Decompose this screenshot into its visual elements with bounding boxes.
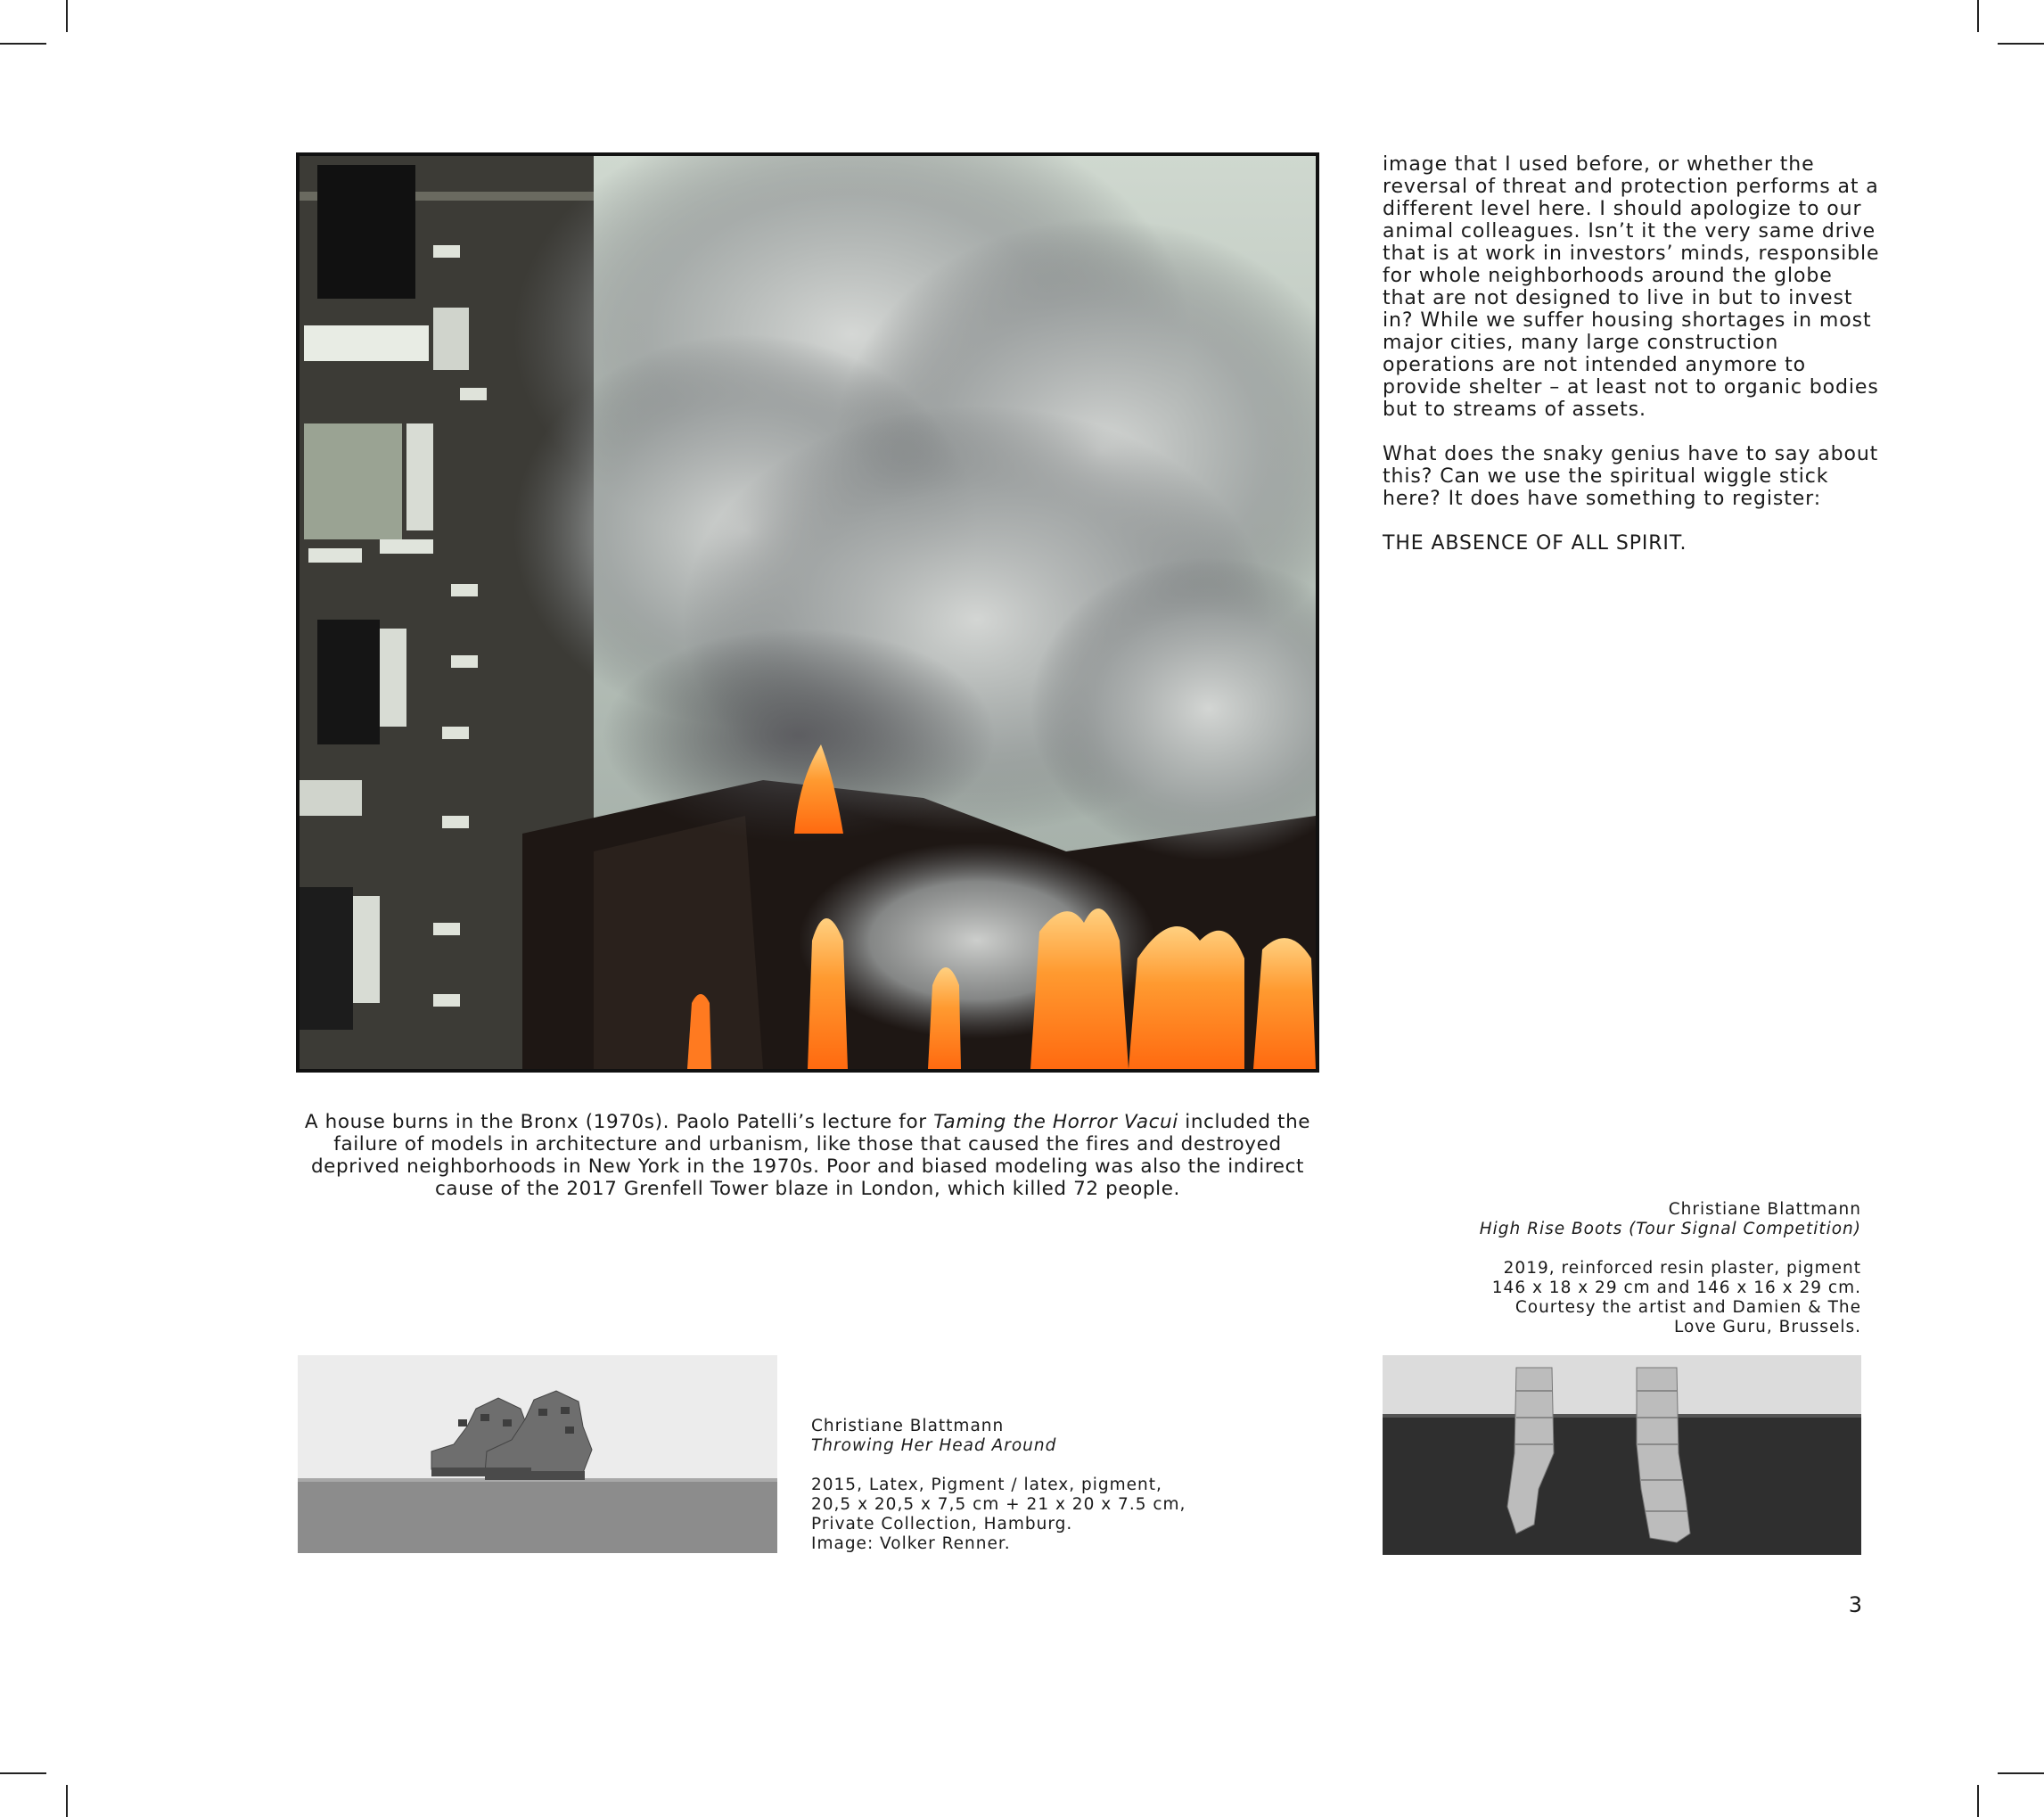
crop-mark (1977, 0, 1979, 32)
artwork-details: 2015, Latex, Pigment / latex, pigment, (811, 1476, 1162, 1494)
sculpture-photo-left (298, 1355, 777, 1553)
main-photo-caption: A house burns in the Bronx (1970s). Paolo Patelli’s lecture for Taming the Horror Vacui included the failure of models in architecture and urbanism, like those that caused the fires and destroyed deprived neighborhoods in New York in the 1970s. Poor and biased modeling was also the indirect cause of the 2017 Grenfell Tower blaze in London, which killed 72 people. (304, 1111, 1311, 1200)
page-number: 3 (1848, 1592, 1863, 1617)
body-paragraph: image that I used before, or whether the reversal of threat and protection performs at a different level here. I should apologize to our animal colleagues. Isn’t it the very same drive that is at work in investors’ minds, responsible for whole neighborhoods around the globe that are not designed to live in but to invest in? While we suffer housing shortages in most major cities, many large construction operations are not intended anymore to provide shelter – at least not to organic bodies but to streams of assets. (1383, 153, 1880, 421)
crop-mark (1998, 43, 2044, 45)
body-paragraph: What does the snaky genius have to say about this? Can we use the spiritual wiggle stick here? It does have something to register: (1383, 443, 1879, 510)
artwork-caption-right (1337, 1200, 1861, 1337)
artwork-title: High Rise Boots (Tour Signal Competition) (1479, 1220, 1861, 1238)
artwork-details: 20,5 x 20,5 x 7,5 cm + 21 x 20 x 7.5 cm, (811, 1495, 1186, 1514)
artwork-details: Private Collection, Hamburg. (811, 1515, 1073, 1533)
body-paragraph: THE ABSENCE OF ALL SPIRIT. (1383, 532, 1687, 555)
artwork-title: Throwing Her Head Around (811, 1436, 1057, 1455)
crop-mark (66, 0, 68, 32)
high-rise-boots-photo (1383, 1355, 1861, 1555)
crop-mark (1998, 1772, 2044, 1774)
artwork-details: Love Guru, Brussels. (1673, 1318, 1861, 1336)
artwork-details: Image: Volker Renner. (811, 1534, 1011, 1553)
crop-mark (0, 1772, 46, 1774)
crop-mark (66, 1785, 68, 1817)
artwork-caption-middle (811, 1417, 1275, 1554)
artwork-details: 146 x 18 x 29 cm and 146 x 16 x 29 cm. (1491, 1278, 1861, 1297)
crop-mark (0, 43, 46, 45)
crop-mark (1977, 1785, 1979, 1817)
artist-name: Christiane Blattmann (1668, 1200, 1861, 1219)
artwork-details: 2019, reinforced resin plaster, pigment (1503, 1259, 1861, 1278)
caption-italic-title: Taming the Horror Vacui (933, 1111, 1178, 1133)
artist-name: Christiane Blattmann (811, 1417, 1005, 1435)
body-text-column (1383, 153, 1882, 577)
burning-building-photo (296, 152, 1319, 1073)
artwork-details: Courtesy the artist and Damien & The (1515, 1298, 1861, 1317)
